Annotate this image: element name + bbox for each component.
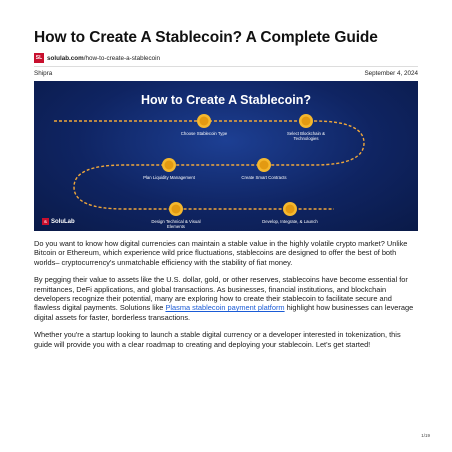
closing-paragraph: Whether you're a startup looking to launch a stable digital currency or a developer interested in tokenization, this guide will provide you with a clear roadmap to creating and deploying your stablecoin. Let's get started! [34,330,401,349]
intro-paragraph: Do you want to know how digital currencies can maintain a stable value in the highly volatile crypto market? Unlike Bitcoin or Ethereum, which experience wild price fluctuations, stablecoins are designed to offer the best of both worlds– cryptocurrency's unmatchable efficiency with the stability of fiat money. [34,239,408,267]
step-label-4: Create Smart Contracts [241,175,287,180]
coin-icon-1 [197,114,211,128]
step-label-6: Develop, Integrate, & Launch [262,219,318,224]
step-label-5: Design Technical & Visual Elements [151,219,201,229]
page-title: How to Create A Stablecoin? A Complete Guide [34,29,378,46]
page-number: 1/19 [421,433,430,438]
coin-icon-6 [283,202,297,216]
solulab-logo-icon: S [42,218,49,225]
coin-icon-2 [299,114,313,128]
author-name: Shipra [34,70,53,77]
hero-title: How to Create A Stablecoin? [141,93,311,107]
pegging-paragraph: By pegging their value to assets like the U.S. dollar, gold, or other reserves, stablecoins have become essential for remittances, DeFi applications, and global transactions. As businesses, financial institutions, and blockchain developers recognize their potential, many are exploring how to create their stablecoin to facilitate secure and flawless digital payments. Solutions like Plasma stablecoin payment platform highlight how businesses can leverage digital assets for faster, borderless transactions. [34,275,414,322]
step-label-1: Choose Stablecoin Type [180,131,228,136]
step-label-3: Plan Liquidity Management [143,175,195,180]
step-label-2: Select Blockchain & Technologies [287,131,325,141]
plasma-platform-link[interactable]: Plasma stablecoin payment platform [165,303,285,313]
coin-icon-3 [162,158,176,172]
article-page [34,28,418,349]
coin-icon-5 [169,202,183,216]
hero-infographic [34,81,418,231]
solulab-favicon-icon: SL [34,53,44,63]
source-line [34,53,418,63]
source-url[interactable]: solulab.com/how-to-create-a-stablecoin [47,54,161,62]
publish-date: September 4, 2024 [364,70,418,77]
solulab-logo: S SoluLab [42,218,75,225]
coin-icon-4 [257,158,271,172]
article-meta [34,66,418,77]
